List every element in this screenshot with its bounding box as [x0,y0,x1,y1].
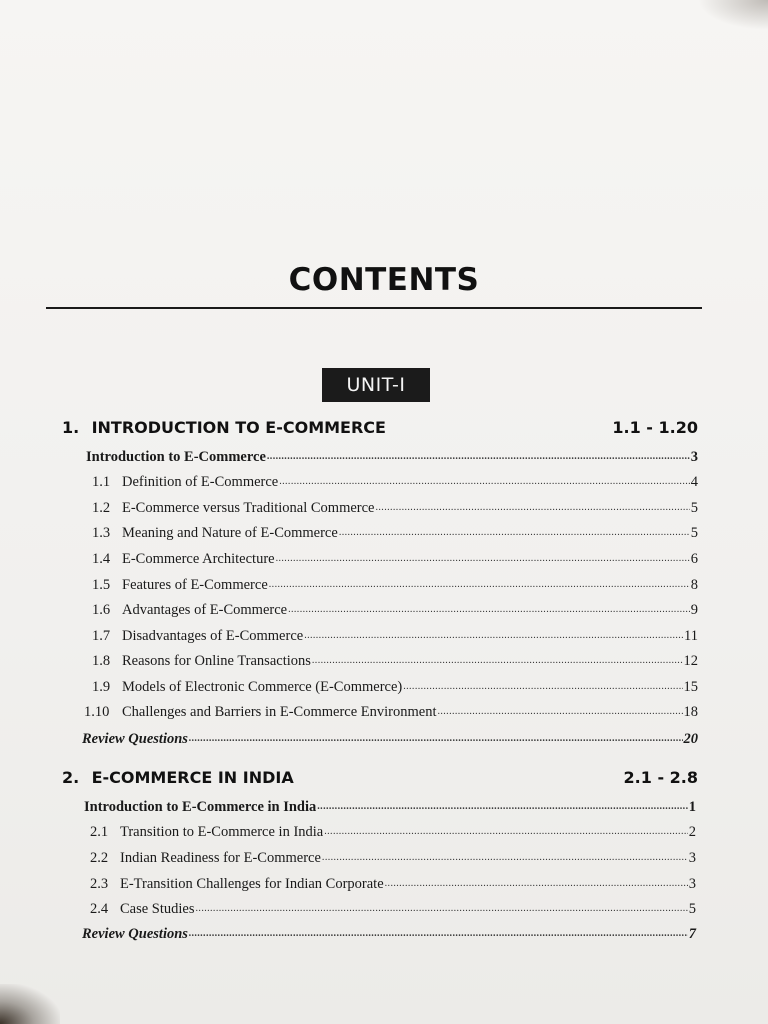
dot-leader [288,599,690,614]
toc-entry-page: 6 [690,550,698,567]
dot-leader [403,676,682,691]
section-number: 1.10 [84,703,110,720]
toc-entry-label: Introduction to E-Commerce in India [84,798,317,815]
toc-entry-label: Meaning and Nature of E-Commerce [122,524,338,541]
chapter-heading[interactable] [62,768,698,787]
toc-entry-page: 1 [688,798,696,815]
toc-entry-label: Disadvantages of E-Commerce [122,627,304,644]
toc-entry-label: E-Transition Challenges for Indian Corporate [120,875,384,892]
toc-entry-review[interactable] [82,728,698,748]
toc-entry[interactable] [92,599,698,619]
chapter-page-range: 1.1 - 1.20 [612,418,698,437]
dot-leader [437,701,682,716]
toc-entry-label: Advantages of E-Commerce [122,601,288,618]
toc-entry[interactable] [92,650,698,670]
section-number: 1.4 [92,550,111,567]
section-number: 2.1 [90,823,109,840]
toc-entry-label: Review Questions [82,730,188,747]
toc-entry[interactable] [84,701,698,721]
dot-leader [189,923,688,938]
toc-entry-label: Introduction to E-Commerce [86,448,266,465]
toc-entry-label: Definition of E-Commerce [122,473,279,490]
dot-leader [304,625,683,640]
toc-entry-label: Challenges and Barriers in E-Commerce Environment [122,703,437,720]
toc-entry-page: 4 [690,473,698,490]
toc-entry-intro[interactable] [84,796,696,816]
toc-entry-page: 5 [688,900,696,917]
chapter-page-range: 2.1 - 2.8 [623,768,698,787]
toc-entry[interactable] [92,471,698,491]
unit-badge: UNIT-I [322,368,430,402]
dot-leader [322,847,688,862]
section-number: 1.6 [92,601,111,618]
toc-entry-label: Features of E-Commerce [122,576,268,593]
dot-leader [267,446,690,461]
toc-entry[interactable] [90,847,696,867]
toc-entry-intro[interactable] [86,446,698,466]
chapter-number: 1. [62,418,80,437]
page-title: CONTENTS [288,262,480,298]
section-number: 1.8 [92,652,111,669]
toc-entry[interactable] [92,497,698,517]
section-number: 1.9 [92,678,111,695]
dot-leader [269,574,690,589]
dot-leader [324,821,688,836]
toc-entry[interactable] [92,574,698,594]
section-number: 1.2 [92,499,111,516]
dot-leader [189,728,683,743]
chapter-title: E-COMMERCE IN INDIA [91,768,294,787]
toc-entry[interactable] [92,625,698,645]
title-divider [46,307,702,309]
toc-entry-page: 18 [683,703,698,720]
toc-entry[interactable] [90,898,696,918]
chapter-title-wrap [62,768,294,787]
section-number: 2.2 [90,849,109,866]
dot-leader [317,796,687,811]
toc-entry-label: E-Commerce versus Traditional Commerce [122,499,375,516]
toc-entry-page: 12 [683,652,698,669]
toc-entry-label: Indian Readiness for E-Commerce [120,849,321,866]
toc-entry[interactable] [90,821,696,841]
section-number: 1.5 [92,576,111,593]
dot-leader [279,471,690,486]
dot-leader [196,898,688,913]
dot-leader [376,497,690,512]
toc-entry-page: 3 [688,849,696,866]
toc-entry-page: 8 [690,576,698,593]
chapter-title-wrap [62,418,386,437]
toc-entry-label: Case Studies [120,900,195,917]
toc-entry[interactable] [90,873,696,893]
dot-leader [312,650,683,665]
toc-entry-page: 9 [690,601,698,618]
chapter-number: 2. [62,768,80,787]
page-corner-shadow [0,984,60,1024]
section-number: 1.7 [92,627,111,644]
section-number: 2.3 [90,875,109,892]
toc-entry-page: 3 [688,875,696,892]
toc-entry-page: 2 [688,823,696,840]
toc-entry[interactable] [92,522,698,542]
chapter-heading[interactable] [62,418,698,437]
dot-leader [276,548,690,563]
toc-entry-review[interactable] [82,923,696,943]
section-number: 1.1 [92,473,111,490]
toc-entry-page: 3 [690,448,698,465]
toc-entry-label: Review Questions [82,925,188,942]
page-edge-shadow [698,0,768,30]
chapter-title: INTRODUCTION TO E-COMMERCE [91,418,386,437]
toc-entry-label: Transition to E-Commerce in India [120,823,324,840]
section-number: 2.4 [90,900,109,917]
dot-leader [385,873,688,888]
toc-entry[interactable] [92,548,698,568]
toc-entry-label: Models of Electronic Commerce (E-Commerce) [122,678,403,695]
toc-entry-page: 7 [688,925,696,942]
toc-entry[interactable] [92,676,698,696]
toc-entry-label: Reasons for Online Transactions [122,652,311,669]
section-number: 1.3 [92,524,111,541]
toc-entry-page: 20 [683,730,698,747]
dot-leader [339,522,690,537]
toc-entry-label: E-Commerce Architecture [122,550,275,567]
toc-entry-page: 5 [690,524,698,541]
toc-entry-page: 15 [683,678,698,695]
toc-entry-page: 5 [690,499,698,516]
toc-entry-page: 11 [684,627,698,644]
